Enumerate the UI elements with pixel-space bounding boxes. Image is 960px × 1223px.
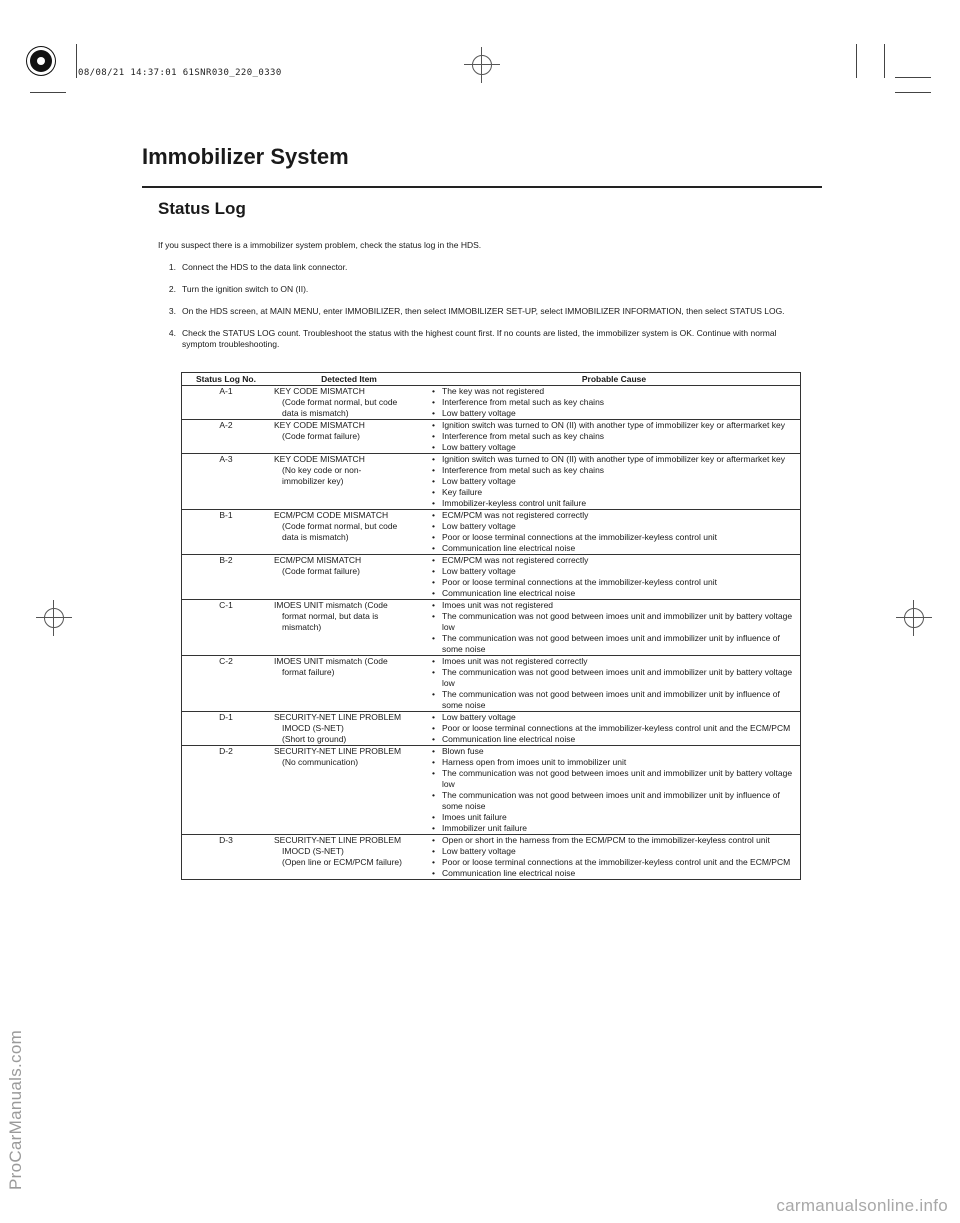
table-row bbox=[182, 386, 801, 420]
cause-item: • The communication was not good between imoes unit and immobilizer unit by influence of some noise bbox=[432, 689, 796, 711]
probable-cause bbox=[428, 555, 801, 600]
cause-list bbox=[432, 746, 796, 834]
header-status-log-no: Status Log No. bbox=[182, 373, 271, 386]
detected-item-line: (Code format normal, but code bbox=[282, 397, 398, 407]
intro-paragraph: If you suspect there is a immobilizer system problem, check the status log in the HDS. bbox=[158, 240, 482, 250]
detected-item bbox=[270, 454, 428, 510]
detected-item bbox=[270, 420, 428, 454]
detected-item bbox=[270, 600, 428, 656]
cause-list bbox=[432, 712, 796, 745]
probable-cause bbox=[428, 835, 801, 880]
title-divider bbox=[142, 186, 822, 188]
procedure-step bbox=[158, 306, 808, 317]
detected-item-line: KEY CODE MISMATCH bbox=[274, 420, 365, 430]
table-row bbox=[182, 746, 801, 835]
detected-item-line: format failure) bbox=[282, 667, 335, 677]
cause-item: • The key was not registered bbox=[432, 386, 796, 397]
procedure-step bbox=[158, 328, 808, 350]
status-log-no: B-2 bbox=[182, 555, 271, 600]
cause-list bbox=[432, 420, 796, 453]
detected-item bbox=[270, 555, 428, 600]
table-row bbox=[182, 510, 801, 555]
cause-item: • Open or short in the harness from the ECM/PCM to the immobilizer-keyless control unit bbox=[432, 835, 796, 846]
step-number: 4. bbox=[168, 328, 176, 338]
crop-mark bbox=[76, 44, 77, 78]
detected-item-line: data is mismatch) bbox=[282, 408, 349, 418]
status-log-no: A-2 bbox=[182, 420, 271, 454]
detected-item-line: (Code format normal, but code bbox=[282, 521, 398, 531]
section-title: Status Log bbox=[158, 199, 246, 218]
probable-cause bbox=[428, 656, 801, 712]
cause-list bbox=[432, 555, 796, 599]
status-log-no: A-3 bbox=[182, 454, 271, 510]
cause-item: • Low battery voltage bbox=[432, 846, 796, 857]
cause-item: • Communication line electrical noise bbox=[432, 868, 796, 879]
probable-cause bbox=[428, 510, 801, 555]
registration-mark-icon bbox=[30, 50, 52, 72]
side-watermark: ProCarManuals.com bbox=[6, 1029, 25, 1190]
status-log-no: B-1 bbox=[182, 510, 271, 555]
status-log-no: D-3 bbox=[182, 835, 271, 880]
table-row bbox=[182, 420, 801, 454]
probable-cause bbox=[428, 454, 801, 510]
probable-cause bbox=[428, 600, 801, 656]
status-log-no: A-1 bbox=[219, 386, 233, 396]
cause-list bbox=[432, 835, 796, 879]
probable-cause bbox=[428, 420, 801, 454]
cause-list bbox=[432, 600, 796, 655]
cause-item: • The communication was not good between imoes unit and immobilizer unit by battery voltage low bbox=[432, 768, 796, 790]
detected-item-line: (Code format failure) bbox=[282, 566, 360, 576]
probable-cause bbox=[428, 712, 801, 746]
table-row bbox=[182, 656, 801, 712]
print-stamp: 08/08/21 14:37:01 61SNR030_220_0330 bbox=[78, 68, 282, 78]
crop-mark bbox=[30, 92, 66, 93]
cause-list bbox=[432, 386, 796, 419]
table-row bbox=[182, 835, 801, 880]
detected-item-line: mismatch) bbox=[282, 622, 322, 632]
cause-item: • The communication was not good between imoes unit and immobilizer unit by battery voltage low bbox=[432, 667, 796, 689]
detected-item-line: (No communication) bbox=[282, 757, 359, 767]
table-header-row bbox=[182, 373, 801, 386]
detected-item-line: IMOCD (S-NET) bbox=[282, 723, 344, 733]
detected-item-line: IMOCD (S-NET) bbox=[282, 846, 344, 856]
cause-item: • ECM/PCM was not registered correctly bbox=[432, 555, 796, 566]
status-log-table bbox=[181, 372, 801, 880]
cause-item: • Immobilizer unit failure bbox=[432, 823, 796, 834]
cause-item: • Interference from metal such as key chains bbox=[432, 465, 796, 476]
cause-item: • The communication was not good between imoes unit and immobilizer unit by influence of some noise bbox=[432, 633, 796, 655]
detected-item-line: KEY CODE MISMATCH bbox=[274, 386, 365, 396]
cause-item: • Low battery voltage bbox=[432, 476, 796, 487]
status-log-no: D-1 bbox=[182, 712, 271, 746]
detected-item bbox=[270, 386, 428, 420]
procedure-step bbox=[158, 262, 808, 273]
detected-item-line: (Short to ground) bbox=[282, 734, 347, 744]
cause-item: • Key failure bbox=[432, 487, 796, 498]
detected-item-line: (Code format failure) bbox=[282, 431, 360, 441]
procedure-step bbox=[158, 284, 808, 295]
crop-mark bbox=[856, 44, 857, 78]
cause-item: • Low battery voltage bbox=[432, 521, 796, 532]
cause-item: • Interference from metal such as key chains bbox=[432, 397, 796, 408]
cause-item: • Poor or loose terminal connections at the immobilizer-keyless control unit and the ECM/PCM bbox=[432, 857, 796, 868]
table-row bbox=[182, 600, 801, 656]
detected-item-line: SECURITY-NET LINE PROBLEM bbox=[274, 712, 402, 722]
bottom-watermark: carmanualsonline.info bbox=[776, 1196, 948, 1215]
detected-item bbox=[270, 712, 428, 746]
detected-item-line: KEY CODE MISMATCH bbox=[274, 454, 365, 464]
detected-item bbox=[270, 510, 428, 555]
crop-mark bbox=[895, 92, 931, 93]
detected-item-line: IMOES UNIT mismatch (Code bbox=[274, 656, 388, 666]
probable-cause bbox=[428, 746, 801, 835]
cause-item: • Imoes unit was not registered bbox=[432, 600, 796, 611]
detected-item-line: (Open line or ECM/PCM failure) bbox=[282, 857, 402, 867]
probable-cause bbox=[428, 386, 801, 420]
cause-item: • The communication was not good between imoes unit and immobilizer unit by influence of some noise bbox=[432, 790, 796, 812]
cause-list bbox=[432, 656, 796, 711]
step-text: Check the STATUS LOG count. Troubleshoot the status with the highest count first. If no counts are listed, the immobilizer system is OK. Continue with normal symptom troubleshooting. bbox=[182, 328, 777, 349]
page-title: Immobilizer System bbox=[142, 144, 349, 169]
step-text: On the HDS screen, at MAIN MENU, enter IMMOBILIZER, then select IMMOBILIZER SET-UP, select IMMOBILIZER INFORMATION, then select STATUS LOG. bbox=[182, 306, 785, 316]
cause-item: • Low battery voltage bbox=[432, 566, 796, 577]
cause-item: • Harness open from imoes unit to immobilizer unit bbox=[432, 757, 796, 768]
step-text: Turn the ignition switch to ON (II). bbox=[182, 284, 309, 294]
cause-item: • Communication line electrical noise bbox=[432, 734, 796, 745]
detected-item-line: immobilizer key) bbox=[282, 476, 344, 486]
cause-item: • ECM/PCM was not registered correctly bbox=[432, 510, 796, 521]
cause-item: • Low battery voltage bbox=[432, 712, 796, 723]
header-detected-item: Detected Item bbox=[270, 373, 428, 386]
cause-item: • Poor or loose terminal connections at the immobilizer-keyless control unit and the ECM/PCM bbox=[432, 723, 796, 734]
detected-item bbox=[270, 656, 428, 712]
cause-item: • Interference from metal such as key chains bbox=[432, 431, 796, 442]
cause-item: • Poor or loose terminal connections at the immobilizer-keyless control unit bbox=[432, 577, 796, 588]
detected-item bbox=[270, 835, 428, 880]
cause-item: • Imoes unit was not registered correctly bbox=[432, 656, 796, 667]
detected-item-line: (No key code or non- bbox=[282, 465, 362, 475]
status-log-no: C-1 bbox=[182, 600, 271, 656]
table-row bbox=[182, 454, 801, 510]
cause-item: • Low battery voltage bbox=[432, 442, 796, 453]
step-text: Connect the HDS to the data link connector. bbox=[182, 262, 348, 272]
crosshair-target-icon bbox=[904, 608, 924, 628]
status-log-no: D-2 bbox=[182, 746, 271, 835]
cause-item: • Blown fuse bbox=[432, 746, 796, 757]
step-number: 3. bbox=[168, 306, 176, 316]
detected-item-line: SECURITY-NET LINE PROBLEM bbox=[274, 746, 402, 756]
detected-item bbox=[270, 746, 428, 835]
crop-mark bbox=[895, 77, 931, 78]
detected-item-line: format normal, but data is bbox=[282, 611, 379, 621]
cause-item: • Imoes unit failure bbox=[432, 812, 796, 823]
crosshair-target-icon bbox=[44, 608, 64, 628]
cause-item: • Low battery voltage bbox=[432, 408, 796, 419]
detected-item-line: ECM/PCM MISMATCH bbox=[274, 555, 362, 565]
cause-item: • The communication was not good between imoes unit and immobilizer unit by battery voltage low bbox=[432, 611, 796, 633]
step-number: 1. bbox=[168, 262, 176, 272]
cause-item: • Communication line electrical noise bbox=[432, 543, 796, 554]
cause-list bbox=[432, 454, 796, 509]
detected-item-line: data is mismatch) bbox=[282, 532, 349, 542]
cause-item: • Poor or loose terminal connections at the immobilizer-keyless control unit bbox=[432, 532, 796, 543]
detected-item-line: ECM/PCM CODE MISMATCH bbox=[274, 510, 389, 520]
table-row bbox=[182, 712, 801, 746]
step-number: 2. bbox=[168, 284, 176, 294]
cause-item: • Immobilizer-keyless control unit failure bbox=[432, 498, 796, 509]
status-log-no: C-2 bbox=[182, 656, 271, 712]
crop-mark bbox=[884, 44, 885, 78]
cause-item: • Communication line electrical noise bbox=[432, 588, 796, 599]
table-row bbox=[182, 555, 801, 600]
crosshair-target-icon bbox=[472, 55, 492, 75]
cause-list bbox=[432, 510, 796, 554]
detected-item-line: IMOES UNIT mismatch (Code bbox=[274, 600, 388, 610]
cause-item: • Ignition switch was turned to ON (II) with another type of immobilizer key or aftermarket key bbox=[432, 420, 796, 431]
header-probable-cause: Probable Cause bbox=[428, 373, 801, 386]
cause-item: • Ignition switch was turned to ON (II) with another type of immobilizer key or aftermarket key bbox=[432, 454, 796, 465]
detected-item-line: SECURITY-NET LINE PROBLEM bbox=[274, 835, 402, 845]
procedure-steps bbox=[158, 262, 808, 350]
